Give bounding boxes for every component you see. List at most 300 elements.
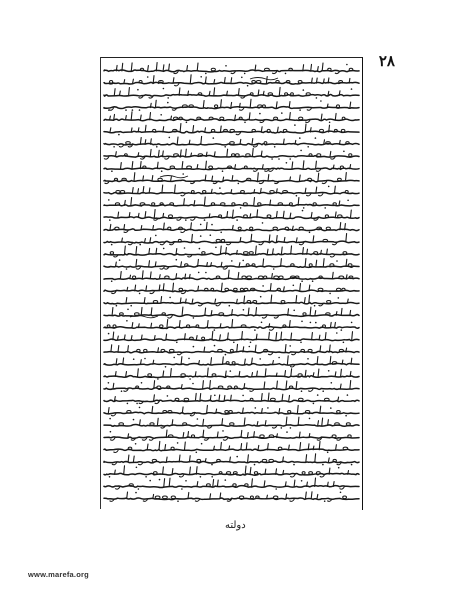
script-ascender	[221, 283, 222, 291]
script-ascender	[131, 336, 132, 340]
script-dot	[242, 395, 244, 397]
manuscript-line	[104, 112, 359, 123]
script-loop	[155, 496, 160, 499]
script-ascender	[296, 296, 297, 304]
script-ascender	[120, 272, 121, 279]
script-ascender	[203, 101, 204, 108]
manuscript-line	[104, 87, 359, 98]
script-dot	[219, 187, 221, 189]
script-ascender	[346, 234, 347, 243]
script-ascender	[221, 442, 222, 449]
script-ascender	[145, 125, 146, 132]
script-loop	[187, 166, 192, 169]
script-loop	[187, 325, 190, 328]
script-dot	[307, 146, 309, 148]
script-ascender	[159, 275, 160, 279]
script-loop	[212, 374, 216, 377]
script-ascender	[182, 307, 183, 315]
script-ascender	[140, 115, 141, 120]
script-loop	[232, 154, 235, 157]
script-loop	[246, 154, 250, 157]
script-loop	[273, 227, 277, 230]
script-dot	[121, 390, 123, 392]
script-ascender	[205, 128, 206, 132]
script-ascender	[116, 152, 117, 157]
script-loop	[283, 129, 287, 132]
script-dot	[351, 88, 353, 90]
script-loop	[221, 203, 225, 206]
script-ascender	[110, 224, 111, 229]
script-dot	[313, 403, 315, 405]
script-ascender	[311, 492, 312, 499]
script-loop	[215, 105, 218, 108]
script-dot	[250, 342, 252, 344]
script-dot	[285, 73, 287, 75]
manuscript-line	[104, 197, 359, 209]
script-dot	[343, 342, 345, 344]
script-loop	[339, 276, 344, 279]
script-loop	[128, 447, 132, 450]
script-dot	[238, 183, 240, 185]
script-ascender	[223, 357, 224, 364]
script-ascender	[204, 197, 205, 205]
script-ascender	[335, 186, 336, 193]
script-descender	[290, 474, 295, 477]
script-loop	[170, 166, 174, 169]
script-loop	[137, 349, 140, 352]
script-ascender	[336, 445, 337, 450]
script-ascender	[281, 332, 282, 340]
script-dot	[109, 476, 111, 478]
script-dot	[243, 309, 245, 311]
script-loop	[342, 117, 345, 120]
script-ascender	[120, 91, 121, 95]
script-loop	[230, 349, 233, 352]
script-ascender	[142, 271, 143, 279]
script-ascender	[268, 175, 269, 181]
script-loop	[175, 398, 179, 401]
script-dot	[214, 329, 216, 331]
script-ascender	[136, 247, 137, 255]
manuscript-line	[104, 210, 359, 221]
script-dot	[211, 464, 213, 466]
script-loop	[139, 81, 142, 84]
script-loop	[110, 252, 113, 255]
script-loop	[234, 288, 238, 291]
script-ascender	[264, 382, 265, 389]
script-dot	[299, 109, 301, 111]
script-ascender	[306, 492, 307, 499]
script-dot	[108, 109, 110, 111]
script-ascender	[332, 272, 333, 278]
script-ascender	[250, 214, 251, 218]
script-loop	[341, 129, 345, 132]
script-ascender	[273, 361, 274, 365]
script-ascender	[306, 455, 307, 462]
script-loop	[228, 386, 232, 389]
script-loop	[264, 276, 267, 279]
script-dot	[177, 442, 179, 444]
script-ascender	[211, 263, 212, 267]
script-loop	[238, 227, 241, 230]
script-stroke	[104, 486, 359, 488]
script-dot	[231, 260, 233, 262]
script-ascender	[113, 383, 114, 388]
script-loop	[299, 117, 303, 120]
script-loop	[250, 227, 253, 230]
script-descender	[180, 230, 185, 233]
script-loop	[230, 129, 234, 132]
script-loop	[211, 288, 214, 291]
manuscript-line	[104, 417, 359, 429]
script-dot	[200, 224, 202, 226]
script-ascender	[193, 126, 194, 133]
script-ascender	[181, 262, 182, 267]
script-ascender	[131, 112, 132, 120]
script-dot	[340, 492, 342, 494]
script-dot	[210, 234, 212, 236]
script-ascender	[169, 478, 170, 486]
script-dot	[111, 244, 113, 246]
script-loop	[302, 472, 305, 475]
script-ascender	[214, 446, 215, 450]
script-loop	[241, 191, 245, 194]
script-loop	[268, 93, 272, 96]
script-loop	[308, 178, 312, 181]
manuscript-line	[104, 430, 359, 440]
script-loop	[233, 484, 236, 487]
script-ascender	[171, 116, 172, 120]
script-stroke	[104, 364, 359, 366]
script-loop	[114, 178, 117, 181]
script-ascender	[321, 114, 322, 120]
script-ascender	[220, 324, 221, 328]
script-ascender	[157, 418, 158, 425]
script-dot	[281, 427, 283, 429]
script-stroke	[104, 473, 359, 475]
script-loop	[316, 472, 320, 475]
script-dot	[329, 293, 331, 295]
script-ascender	[273, 249, 274, 255]
script-dot	[229, 305, 231, 307]
script-ascender	[133, 79, 134, 83]
script-ascender	[279, 87, 280, 95]
script-loop	[197, 459, 201, 462]
script-ascender	[116, 359, 117, 365]
script-dot	[262, 222, 264, 224]
script-loop	[330, 264, 334, 267]
script-dot	[163, 88, 165, 90]
script-loop	[325, 398, 330, 401]
script-ascender	[163, 467, 164, 474]
script-dot	[236, 456, 238, 458]
script-ascender	[291, 246, 292, 254]
script-dot	[341, 329, 343, 331]
script-ascender	[233, 210, 234, 218]
script-loop	[191, 435, 194, 438]
script-loop	[346, 423, 350, 426]
script-ascender	[227, 149, 228, 156]
script-loop	[126, 142, 131, 145]
script-ascender	[167, 320, 168, 328]
script-loop	[158, 178, 162, 181]
script-loop	[227, 472, 231, 475]
script-dot	[205, 73, 207, 75]
script-loop	[334, 129, 337, 132]
script-loop	[289, 386, 292, 389]
script-dot	[184, 247, 186, 249]
script-ascender	[290, 177, 291, 181]
script-loop	[115, 203, 119, 206]
script-loop	[191, 191, 194, 194]
script-dot	[346, 64, 348, 66]
script-loop	[250, 398, 253, 401]
script-stroke	[104, 107, 359, 109]
manuscript-line	[104, 259, 359, 270]
script-ascender	[267, 495, 268, 499]
script-ascender	[277, 381, 278, 389]
script-ascender	[317, 494, 318, 498]
script-dot	[261, 322, 263, 324]
script-ascender	[138, 189, 139, 194]
script-loop	[240, 288, 243, 291]
script-ascender	[261, 127, 262, 132]
script-loop	[279, 276, 283, 279]
script-ascender	[249, 113, 250, 120]
script-dot	[351, 322, 353, 324]
script-loop	[211, 68, 215, 71]
script-loop	[333, 459, 336, 462]
script-ascender	[286, 381, 287, 389]
script-ascender	[171, 369, 172, 377]
script-loop	[306, 93, 310, 96]
script-loop	[252, 81, 256, 84]
script-ascender	[232, 320, 233, 328]
script-dot	[211, 476, 213, 478]
script-ascender	[224, 77, 225, 83]
script-ascender	[128, 434, 129, 438]
script-dot	[169, 297, 171, 299]
handwritten-arabic-text	[100, 57, 362, 509]
script-dot	[135, 443, 137, 445]
script-loop	[247, 178, 251, 181]
script-dot	[351, 464, 353, 466]
script-loop	[135, 313, 140, 316]
script-loop	[216, 239, 220, 242]
script-loop	[325, 215, 328, 218]
script-dot	[135, 492, 137, 494]
script-ascender	[150, 238, 151, 242]
script-loop	[165, 276, 169, 279]
script-loop	[285, 227, 288, 230]
script-dot	[310, 322, 312, 324]
script-loop	[267, 215, 271, 218]
script-loop	[264, 142, 267, 145]
manuscript-line	[104, 492, 359, 503]
script-loop	[171, 447, 174, 450]
script-ascender	[153, 226, 154, 230]
script-dot	[240, 207, 242, 209]
script-loop	[288, 411, 291, 414]
script-ascender	[212, 176, 213, 181]
script-loop	[274, 276, 279, 279]
script-ascender	[118, 336, 119, 340]
script-ascender	[325, 333, 326, 340]
script-descender	[335, 71, 340, 74]
watermark-url: www.marefa.org	[28, 570, 89, 579]
script-dot	[273, 268, 275, 270]
manuscript-line	[104, 234, 359, 246]
script-dot	[255, 407, 257, 409]
script-loop	[152, 203, 155, 206]
script-ascender	[290, 213, 291, 218]
manuscript-line	[104, 368, 359, 380]
script-loop	[340, 166, 343, 169]
script-ascender	[283, 470, 284, 474]
script-loop	[291, 93, 294, 96]
script-ascender	[247, 433, 248, 438]
script-loop	[267, 129, 270, 132]
script-loop	[252, 129, 255, 132]
script-ascender	[335, 113, 336, 119]
script-loop	[239, 117, 242, 120]
script-ascender	[335, 322, 336, 327]
script-ascender	[318, 67, 319, 71]
script-dot	[336, 260, 338, 262]
script-ascender	[228, 270, 229, 279]
script-loop	[122, 178, 126, 181]
script-ascender	[254, 190, 255, 194]
script-loop	[113, 325, 116, 328]
script-dot	[185, 480, 187, 482]
script-dot	[145, 476, 147, 478]
script-loop	[299, 227, 303, 230]
script-ascender	[323, 259, 324, 267]
script-dot	[137, 89, 139, 91]
script-loop	[196, 325, 199, 328]
script-dot	[322, 390, 324, 392]
script-loop	[225, 411, 229, 414]
manuscript-line	[104, 283, 359, 294]
script-loop	[256, 496, 259, 499]
script-dot	[324, 500, 326, 502]
script-dot	[111, 170, 113, 172]
script-dot	[126, 268, 128, 270]
script-ascender	[311, 212, 312, 217]
manuscript-line	[104, 173, 359, 185]
script-ascender	[276, 102, 277, 108]
script-ascender	[269, 332, 270, 340]
script-dot	[320, 100, 322, 102]
script-loop	[230, 423, 234, 426]
script-dot	[289, 158, 291, 160]
script-ascender	[263, 91, 264, 95]
script-dot	[192, 383, 194, 385]
script-dot	[205, 272, 207, 274]
script-ascender	[284, 237, 285, 242]
script-ascender	[185, 442, 186, 450]
script-dot	[259, 358, 261, 360]
script-ascender	[284, 287, 285, 291]
interlinear-note	[250, 78, 278, 80]
script-ascender	[186, 149, 187, 156]
script-ascender	[250, 467, 251, 474]
script-ascender	[138, 153, 139, 157]
script-ascender	[305, 370, 306, 376]
script-dot	[111, 280, 113, 282]
script-loop	[184, 398, 189, 401]
script-loop	[269, 459, 274, 462]
script-ascender	[220, 246, 221, 254]
script-loop	[252, 264, 255, 267]
script-dot	[281, 112, 283, 114]
script-stroke	[104, 437, 359, 439]
manuscript-line	[104, 331, 359, 343]
script-stroke	[104, 95, 359, 97]
script-ascender	[231, 190, 232, 194]
script-ascender	[317, 357, 318, 365]
script-ascender	[277, 127, 278, 132]
script-ascender	[154, 395, 155, 401]
script-dot	[301, 280, 303, 282]
script-dot	[161, 170, 163, 172]
script-ascender	[303, 161, 304, 169]
script-loop	[217, 459, 221, 462]
manuscript-line	[104, 75, 359, 87]
script-dot	[159, 479, 161, 481]
script-ascender	[341, 369, 342, 376]
script-loop	[178, 239, 181, 242]
script-loop	[270, 191, 274, 194]
script-ascender	[214, 88, 215, 96]
script-loop	[303, 313, 306, 316]
manuscript-line	[104, 124, 359, 136]
script-loop	[150, 423, 154, 426]
script-ascender	[265, 421, 266, 426]
script-loop	[225, 288, 229, 291]
script-ascender	[221, 262, 222, 266]
script-ascender	[321, 250, 322, 254]
script-dot	[118, 134, 120, 136]
script-ascender	[285, 345, 286, 353]
script-ascender	[184, 199, 185, 206]
script-loop	[339, 81, 343, 84]
script-loop	[343, 252, 347, 255]
script-ascender	[305, 259, 306, 267]
script-loop	[308, 349, 312, 352]
manuscript-line	[104, 307, 359, 319]
script-dot	[254, 464, 256, 466]
script-loop	[253, 301, 257, 304]
script-loop	[153, 129, 156, 132]
script-ascender	[281, 247, 282, 254]
script-dot	[300, 150, 302, 152]
script-ascender	[346, 275, 347, 279]
script-ascender	[231, 78, 232, 84]
manuscript-line	[104, 246, 359, 257]
script-ascender	[265, 369, 266, 377]
script-loop	[298, 81, 302, 84]
script-dot	[139, 244, 141, 246]
script-ascender	[164, 479, 165, 487]
script-dot	[222, 170, 224, 172]
script-ascender	[292, 226, 293, 230]
script-dot	[136, 403, 138, 405]
script-ascender	[110, 128, 111, 132]
script-dot	[347, 394, 349, 396]
manuscript-line	[104, 99, 359, 111]
script-ascender	[248, 455, 249, 462]
